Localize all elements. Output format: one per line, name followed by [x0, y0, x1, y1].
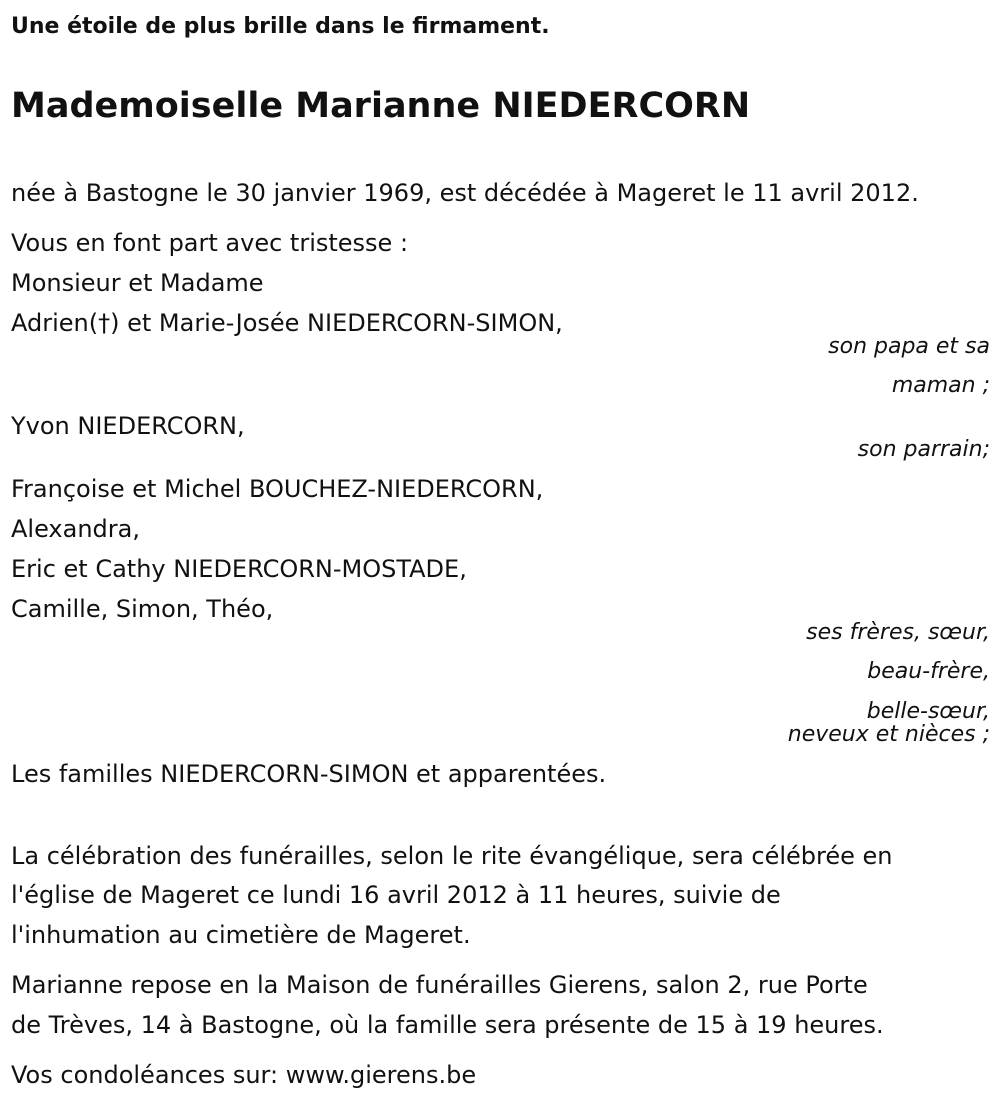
- sibling-line-4: Camille, Simon, Théo,: [11, 595, 274, 623]
- siblings-relation-line-3: belle-sœur,: [866, 699, 990, 724]
- siblings-relation-line-2: beau-frère,: [867, 659, 990, 684]
- family-intro: Vous en font part avec tristesse :: [11, 229, 409, 257]
- parents-names: Adrien(†) et Marie-Josée NIEDERCORN-SIMON,: [11, 309, 563, 337]
- visitation-line-2: de Trèves, 14 à Bastogne, où la famille sera présente de 15 à 19 heures.: [11, 1011, 884, 1039]
- ceremony-line-1: La célébration des funérailles, selon le rite évangélique, sera célébrée en: [11, 842, 893, 870]
- sibling-line-3: Eric et Cathy NIEDERCORN-MOSTADE,: [11, 555, 467, 583]
- birth-death-line: née à Bastogne le 30 janvier 1969, est décédée à Mageret le 11 avril 2012.: [11, 179, 919, 207]
- ceremony-line-2: l'église de Mageret ce lundi 16 avril 2012 à 11 heures, suivie de: [11, 881, 781, 909]
- parents-title: Monsieur et Madame: [11, 269, 264, 297]
- siblings-relation-line-1: ses frères, sœur,: [806, 620, 990, 645]
- sibling-line-2: Alexandra,: [11, 515, 140, 543]
- godfather-relation: son parrain;: [857, 437, 990, 462]
- condolences-line: Vos condoléances sur: www.gierens.be: [11, 1061, 477, 1089]
- parents-relation-line-2: maman ;: [891, 373, 990, 398]
- ceremony-line-3: l'inhumation au cimetière de Mageret.: [11, 921, 471, 949]
- tagline: Une étoile de plus brille dans le firmament.: [11, 14, 550, 39]
- visitation-line-1: Marianne repose en la Maison de funérailles Gierens, salon 2, rue Porte: [11, 971, 868, 999]
- siblings-relation-line-4: neveux et nièces ;: [787, 722, 990, 747]
- godfather-name: Yvon NIEDERCORN,: [11, 412, 245, 440]
- families-line: Les familles NIEDERCORN-SIMON et apparentées.: [11, 760, 607, 788]
- sibling-line-1: Françoise et Michel BOUCHEZ-NIEDERCORN,: [11, 475, 544, 503]
- deceased-name: Mademoiselle Marianne NIEDERCORN: [11, 86, 751, 126]
- parents-relation-line-1: son papa et sa: [828, 334, 990, 359]
